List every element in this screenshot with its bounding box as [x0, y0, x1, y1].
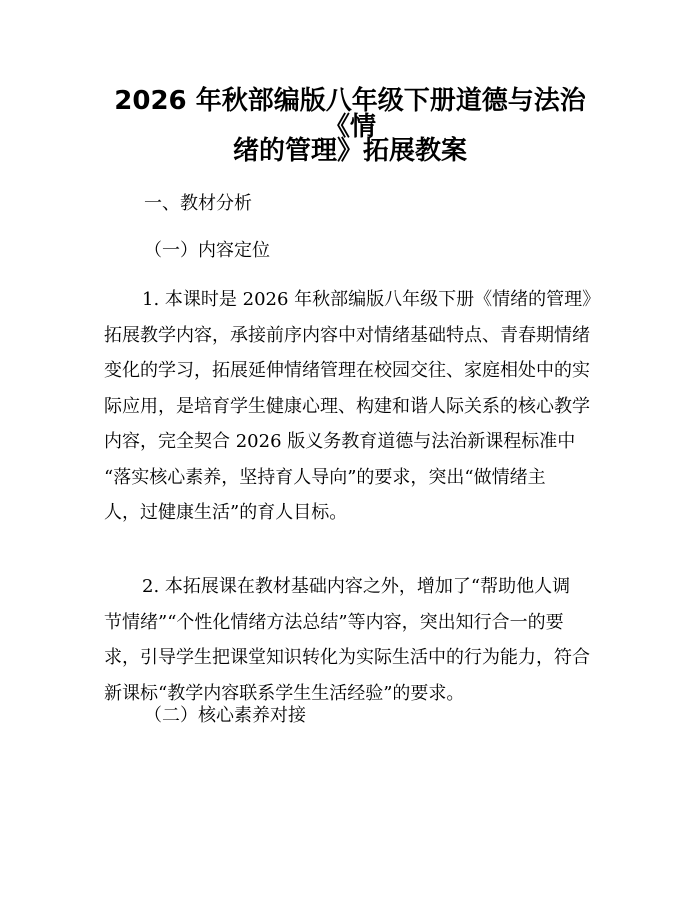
paragraph-1	[104, 282, 604, 531]
paragraph-2-line: 2. 本拓展课在教材基础内容之外，增加了“帮助他人调	[142, 576, 571, 597]
paragraph-1-line: 1. 本课时是 2026 年秋部编版八年级下册《情绪的管理》	[142, 289, 601, 310]
subsection-heading-content-positioning: （一）内容定位	[144, 240, 270, 261]
document-title-line-2: 绪的管理》拓展教案	[232, 136, 467, 166]
paragraph-1-line: 内容，完全契合 2026 版义务教育道德与法治新课程标准中	[104, 431, 576, 452]
paragraph-2-line: 求，引导学生把课堂知识转化为实际生活中的行为能力，符合	[104, 647, 590, 668]
paragraph-2-line: 节情绪”“个性化情绪方法总结”等内容，突出知行合一的要	[104, 611, 564, 633]
paragraph-1-line: 变化的学习，拓展延伸情绪管理在校园交往、家庭相处中的实	[104, 360, 590, 381]
paragraph-2	[104, 569, 604, 711]
paragraph-1-line: “落实核心素养，坚持育人导向”的要求，突出“做情绪主	[104, 466, 546, 488]
subsection-heading-core-literacy: （二）核心素养对接	[144, 705, 306, 726]
paragraph-2-line: 新课标“教学内容联系学生生活经验”的要求。	[104, 682, 465, 704]
paragraph-1-line: 际应用，是培育学生健康心理、构建和谐人际关系的核心教学	[104, 395, 590, 417]
paragraph-1-line: 拓展教学内容，承接前序内容中对情绪基础特点、青春期情绪	[104, 324, 590, 346]
paragraph-1-line: 人，过健康生活”的育人目标。	[104, 502, 348, 523]
document-title-line-1: 2026 年秋部编版八年级下册道德与法治《情	[114, 86, 586, 142]
section-heading-textbook-analysis: 一、教材分析	[144, 193, 252, 214]
